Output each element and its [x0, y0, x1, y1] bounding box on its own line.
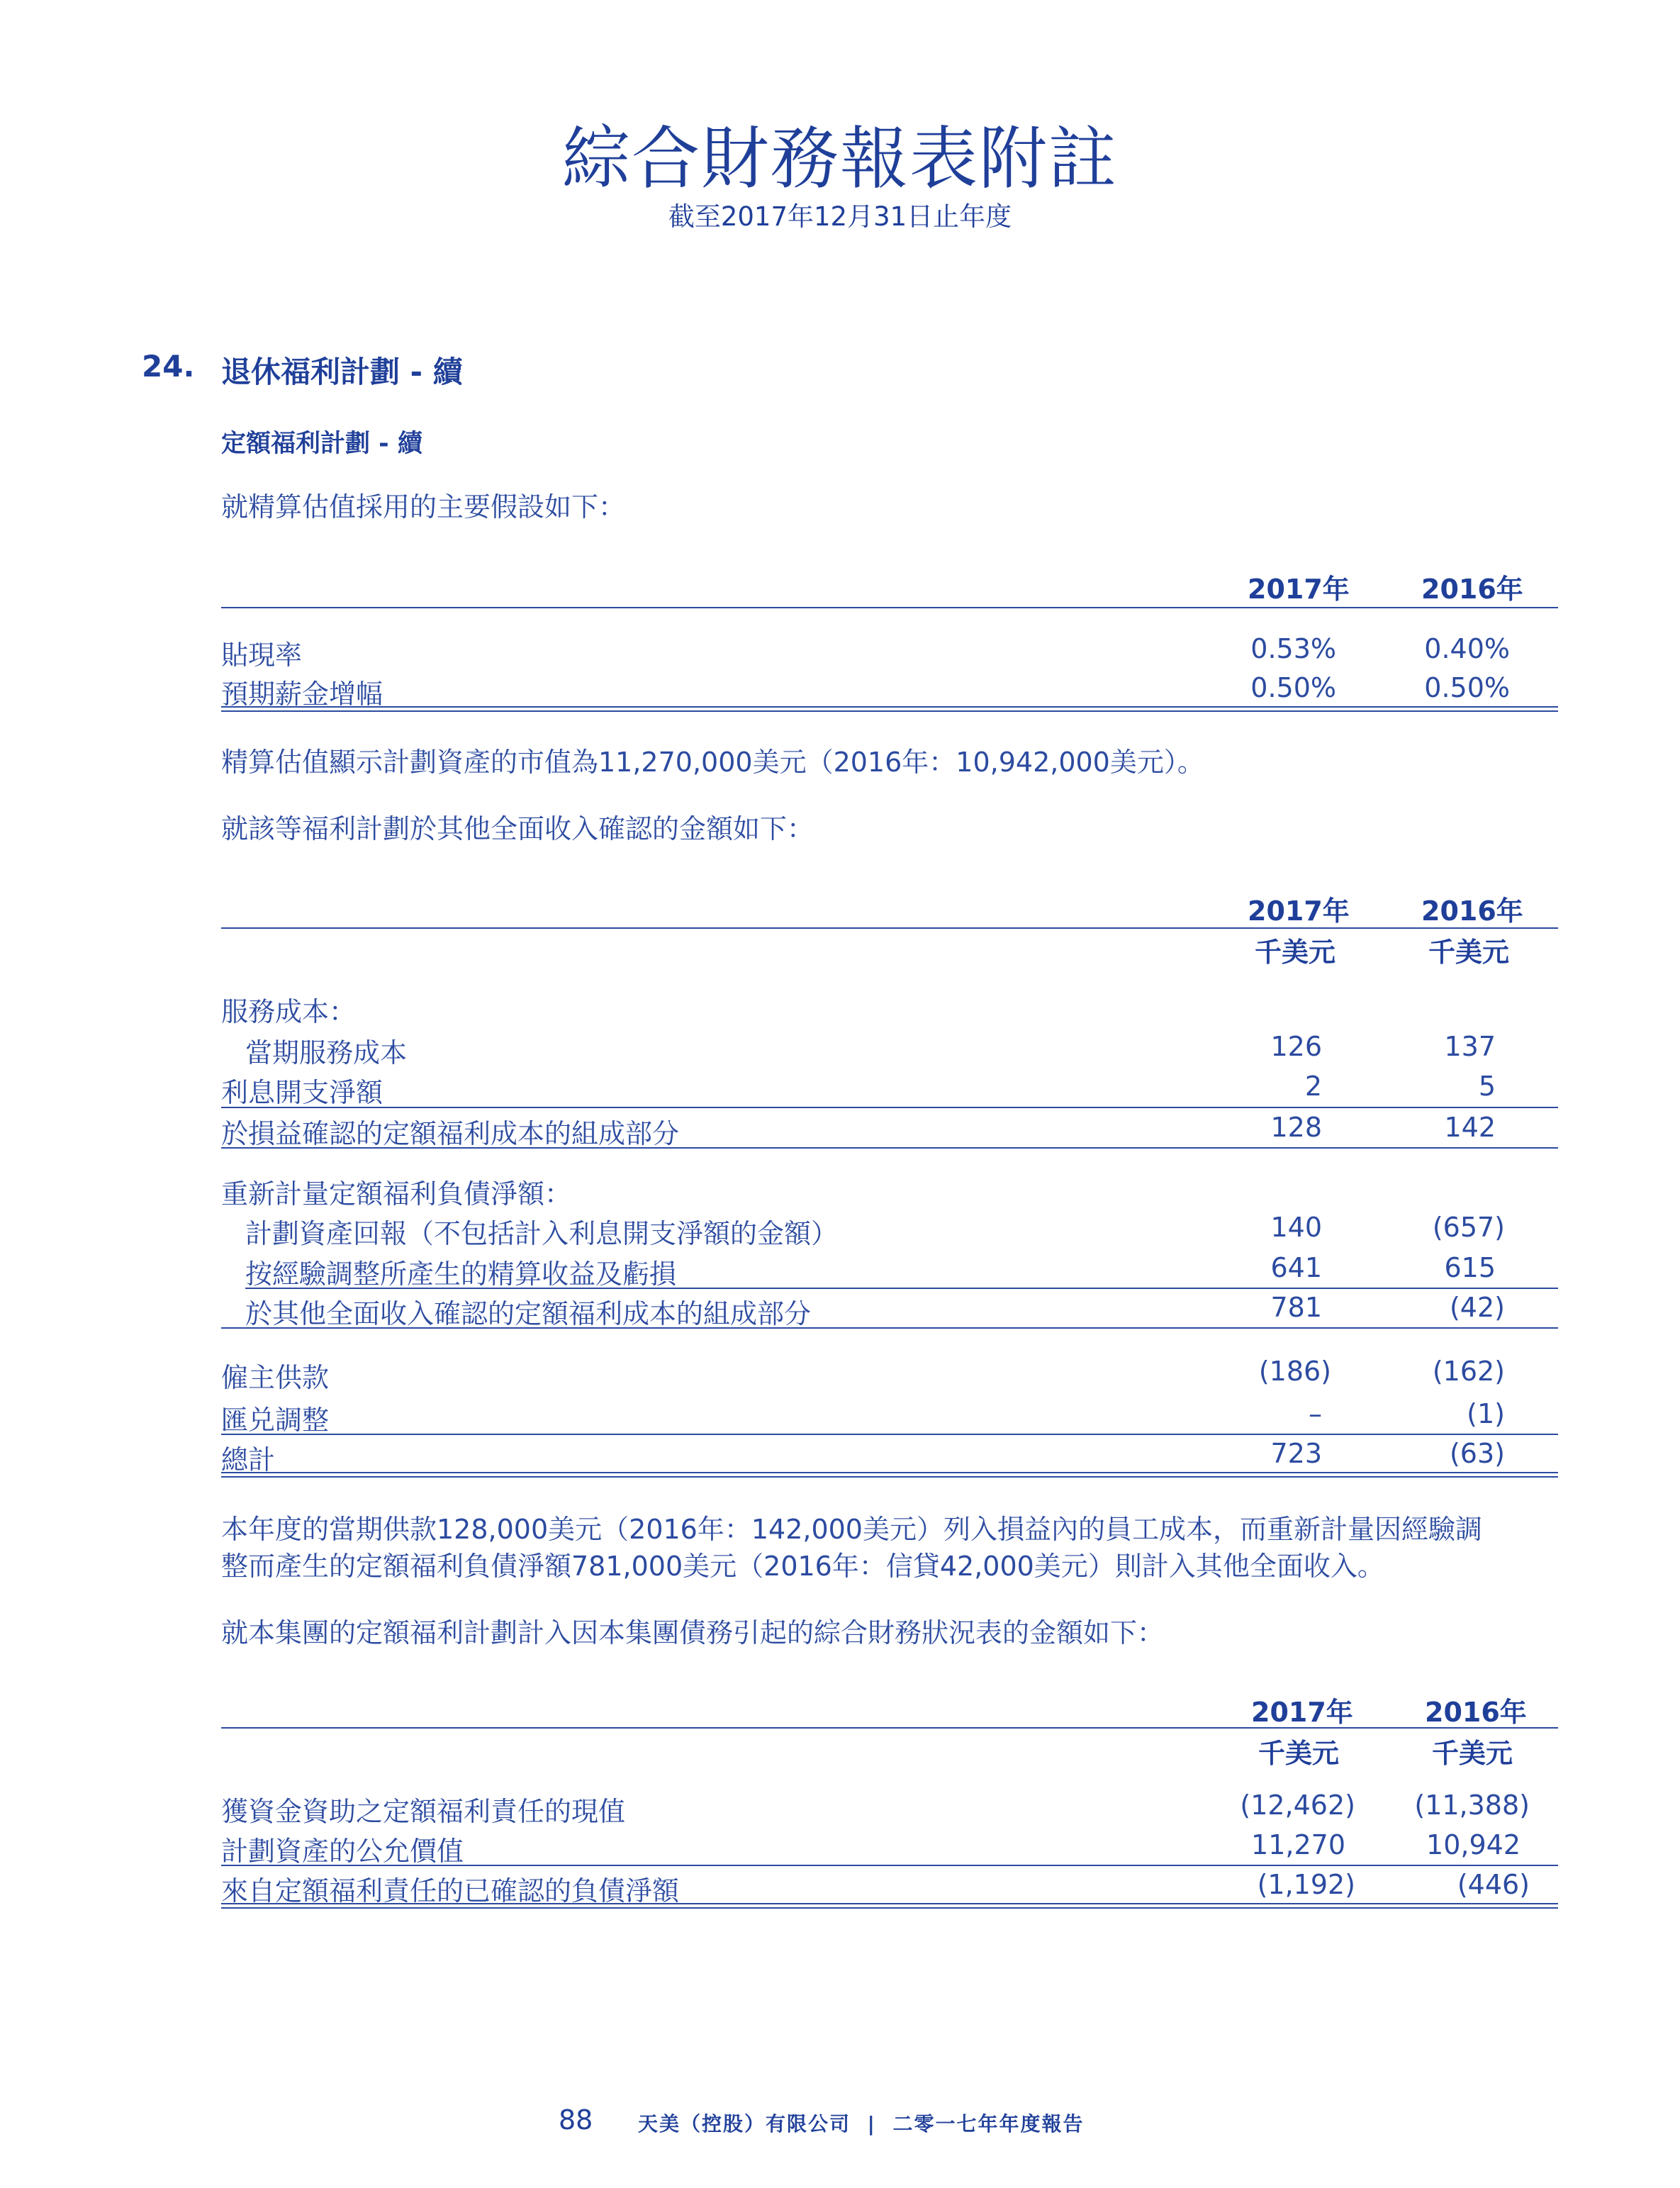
row-label-net-liability: 來自定額福利責任的已確認的負債淨額 — [221, 1875, 680, 1907]
row-value-2016: (42) — [1449, 1292, 1505, 1323]
row-value-2016: (1) — [1467, 1398, 1505, 1429]
table-rule — [221, 1727, 1558, 1729]
section-number: 24. — [142, 349, 195, 384]
row-label-pl-component: 於損益確認的定額福利成本的組成部分 — [221, 1118, 680, 1149]
subsection-title: 定額福利計劃 - 續 — [221, 430, 422, 458]
row-value-2017: 126 — [1270, 1031, 1322, 1062]
footer-separator: | — [867, 2112, 876, 2136]
row-value-2016: 5 — [1478, 1071, 1496, 1102]
row-label-dbo-present-value: 獲資金資助之定額福利責任的現值 — [221, 1796, 626, 1827]
service-cost-heading: 服務成本： — [221, 996, 357, 1027]
contribution-note-line2: 整而產生的定額福利負債淨額781,000美元（2016年：信貸42,000美元）則計入其他全面收入。 — [221, 1551, 1384, 1582]
row-value-2016: (446) — [1457, 1869, 1530, 1900]
row-label-employer-contributions: 僱主供款 — [221, 1362, 330, 1393]
table-rule — [221, 607, 1558, 608]
col-unit-2016: 千美元 — [1428, 937, 1510, 968]
row-value-2017: 11,270 — [1251, 1829, 1345, 1860]
row-value-2016: 10,942 — [1426, 1829, 1521, 1860]
intro-financial-position: 就本集團的定額福利計劃計入因本集團債務引起的綜合財務狀況表的金額如下： — [221, 1617, 1165, 1648]
intro-assumptions: 就精算估值採用的主要假設如下： — [221, 491, 626, 523]
row-value-2016: 137 — [1444, 1031, 1496, 1062]
row-label-net-interest: 利息開支淨額 — [221, 1077, 383, 1108]
section-title: 退休福利計劃 - 續 — [221, 355, 463, 389]
table-double-rule — [221, 1472, 1558, 1478]
row-label-plan-assets-fair-value: 計劃資產的公允價值 — [221, 1836, 464, 1867]
row-value-2016: 142 — [1444, 1112, 1496, 1143]
row-value-2017: 723 — [1270, 1438, 1322, 1469]
row-value-2017: 128 — [1270, 1112, 1322, 1143]
table-rule — [221, 1107, 1558, 1108]
row-value-2017: (12,462) — [1240, 1790, 1355, 1821]
col-header-2017: 2017年 — [1248, 574, 1350, 605]
col-unit-2016: 千美元 — [1432, 1738, 1513, 1769]
col-header-2016: 2016年 — [1425, 1697, 1527, 1728]
row-label-return-on-assets: 計劃資產回報（不包括計入利息開支淨額的金額） — [245, 1218, 839, 1249]
row-value-2017: 781 — [1270, 1292, 1322, 1323]
footer-text — [638, 2109, 1085, 2137]
col-unit-2017: 千美元 — [1255, 937, 1336, 968]
table-rule — [221, 927, 1558, 929]
row-label-current-service-cost: 當期服務成本 — [245, 1037, 408, 1068]
intro-oci-amounts: 就該等福利計劃於其他全面收入確認的金額如下： — [221, 813, 814, 844]
row-value-2016: (657) — [1432, 1212, 1505, 1243]
contribution-note-line1: 本年度的當期供款128,000美元（2016年：142,000美元）列入損益內的員工成本，而重新計量因經驗調 — [221, 1514, 1482, 1545]
table-double-rule — [221, 706, 1558, 712]
page-subtitle: 截至2017年12月31日止年度 — [668, 201, 1012, 232]
row-value-2016: (11,388) — [1414, 1790, 1530, 1821]
row-value-2017: 641 — [1270, 1252, 1322, 1283]
page-number: 88 — [559, 2104, 593, 2136]
row-label-oci-component: 於其他全面收入確認的定額福利成本的組成部分 — [245, 1298, 812, 1329]
row-value-2017: 0.53% — [1250, 633, 1336, 664]
row-value-2017: 140 — [1270, 1212, 1322, 1243]
market-value-note: 精算估值顯示計劃資產的市值為11,270,000美元（2016年：10,942,000美元）。 — [221, 747, 1204, 778]
col-unit-2017: 千美元 — [1258, 1738, 1340, 1769]
row-value-2016: (63) — [1449, 1438, 1505, 1469]
page-title: 綜合財務報表附註 — [562, 119, 1118, 199]
row-value-2016: 615 — [1444, 1252, 1496, 1283]
row-value-2017: (186) — [1258, 1356, 1331, 1387]
table-rule — [245, 1288, 1558, 1289]
table-rule — [221, 1865, 1558, 1866]
table-rule — [221, 1147, 1558, 1149]
col-header-2017: 2017年 — [1248, 895, 1350, 927]
table-rule — [221, 1327, 1558, 1329]
row-label-salary-increase: 預期薪金增幅 — [221, 679, 383, 710]
remeasure-heading: 重新計量定額福利負債淨額： — [221, 1178, 572, 1210]
row-label-actuarial: 按經驗調整所產生的精算收益及虧損 — [245, 1258, 677, 1290]
footer-company: 天美（控股）有限公司 — [638, 2112, 851, 2136]
col-header-2016: 2016年 — [1421, 895, 1523, 927]
row-value-2016: (162) — [1432, 1356, 1505, 1387]
row-value-2017: (1,192) — [1257, 1869, 1355, 1900]
table-rule — [221, 1434, 1558, 1435]
row-value-2017: 2 — [1304, 1071, 1322, 1102]
col-header-2016: 2016年 — [1421, 574, 1523, 605]
row-label-total: 總計 — [221, 1444, 276, 1475]
row-value-2017: 0.50% — [1250, 672, 1336, 703]
row-value-2016: 0.40% — [1424, 633, 1510, 664]
col-header-2017: 2017年 — [1251, 1697, 1353, 1728]
row-label-fx-adjustment: 匯兑調整 — [221, 1405, 330, 1436]
row-value-2017: – — [1309, 1398, 1322, 1429]
row-label-discount-rate: 貼現率 — [221, 640, 303, 671]
table-double-rule — [221, 1903, 1558, 1909]
row-value-2016: 0.50% — [1424, 672, 1510, 703]
footer-report: 二零一七年年度報告 — [892, 2112, 1085, 2136]
